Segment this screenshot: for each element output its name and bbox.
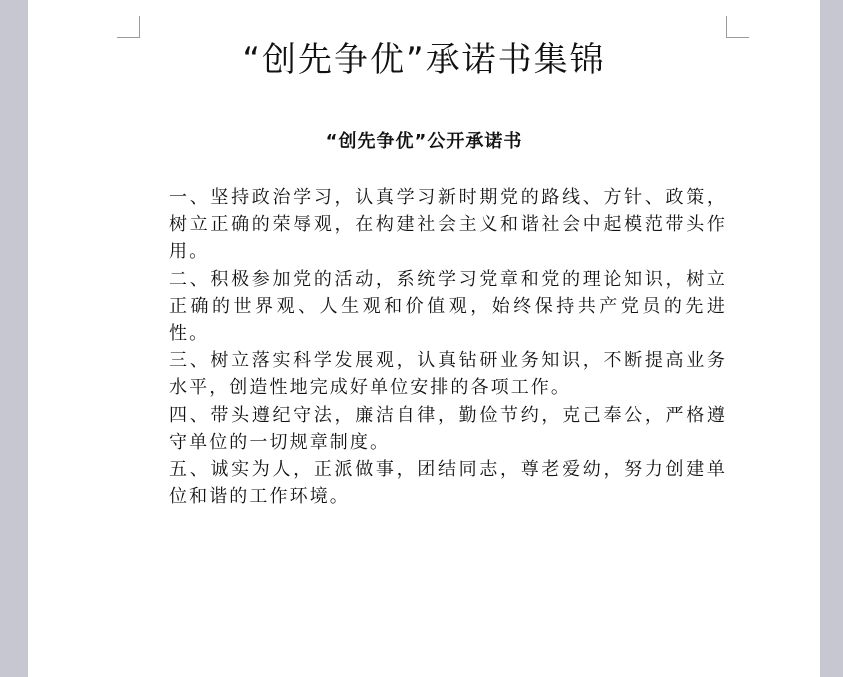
crop-mark-top-right bbox=[726, 16, 749, 38]
paragraph: 三、树立落实科学发展观，认真钻研业务知识，不断提高业务水平，创造性地完成好单位安排的各项工作。 bbox=[169, 350, 727, 399]
document-subtitle: “创先争优”公开承诺书 bbox=[325, 131, 523, 152]
paragraph: 二、积极参加党的活动，系统学习党章和党的理论知识，树立正确的世界观、人生观和价值观，始终保持共产党员的先进性。 bbox=[169, 268, 727, 345]
paragraph: 五、诚实为人，正派做事，团结同志，尊老爱幼，努力创建单位和谐的工作环境。 bbox=[169, 459, 727, 508]
document-page bbox=[28, 0, 820, 677]
document-body bbox=[169, 184, 727, 510]
paragraph: 四、带头遵纪守法，廉洁自律，勤俭节约，克己奉公，严格遵守单位的一切规章制度。 bbox=[169, 404, 727, 453]
document-title: “创先争优”承诺书集锦 bbox=[242, 40, 606, 80]
paragraph: 一、坚持政治学习，认真学习新时期党的路线、方针、政策，树立正确的荣辱观，在构建社会主义和谐社会中起模范带头作用。 bbox=[169, 187, 727, 263]
crop-mark-top-left bbox=[117, 16, 140, 38]
